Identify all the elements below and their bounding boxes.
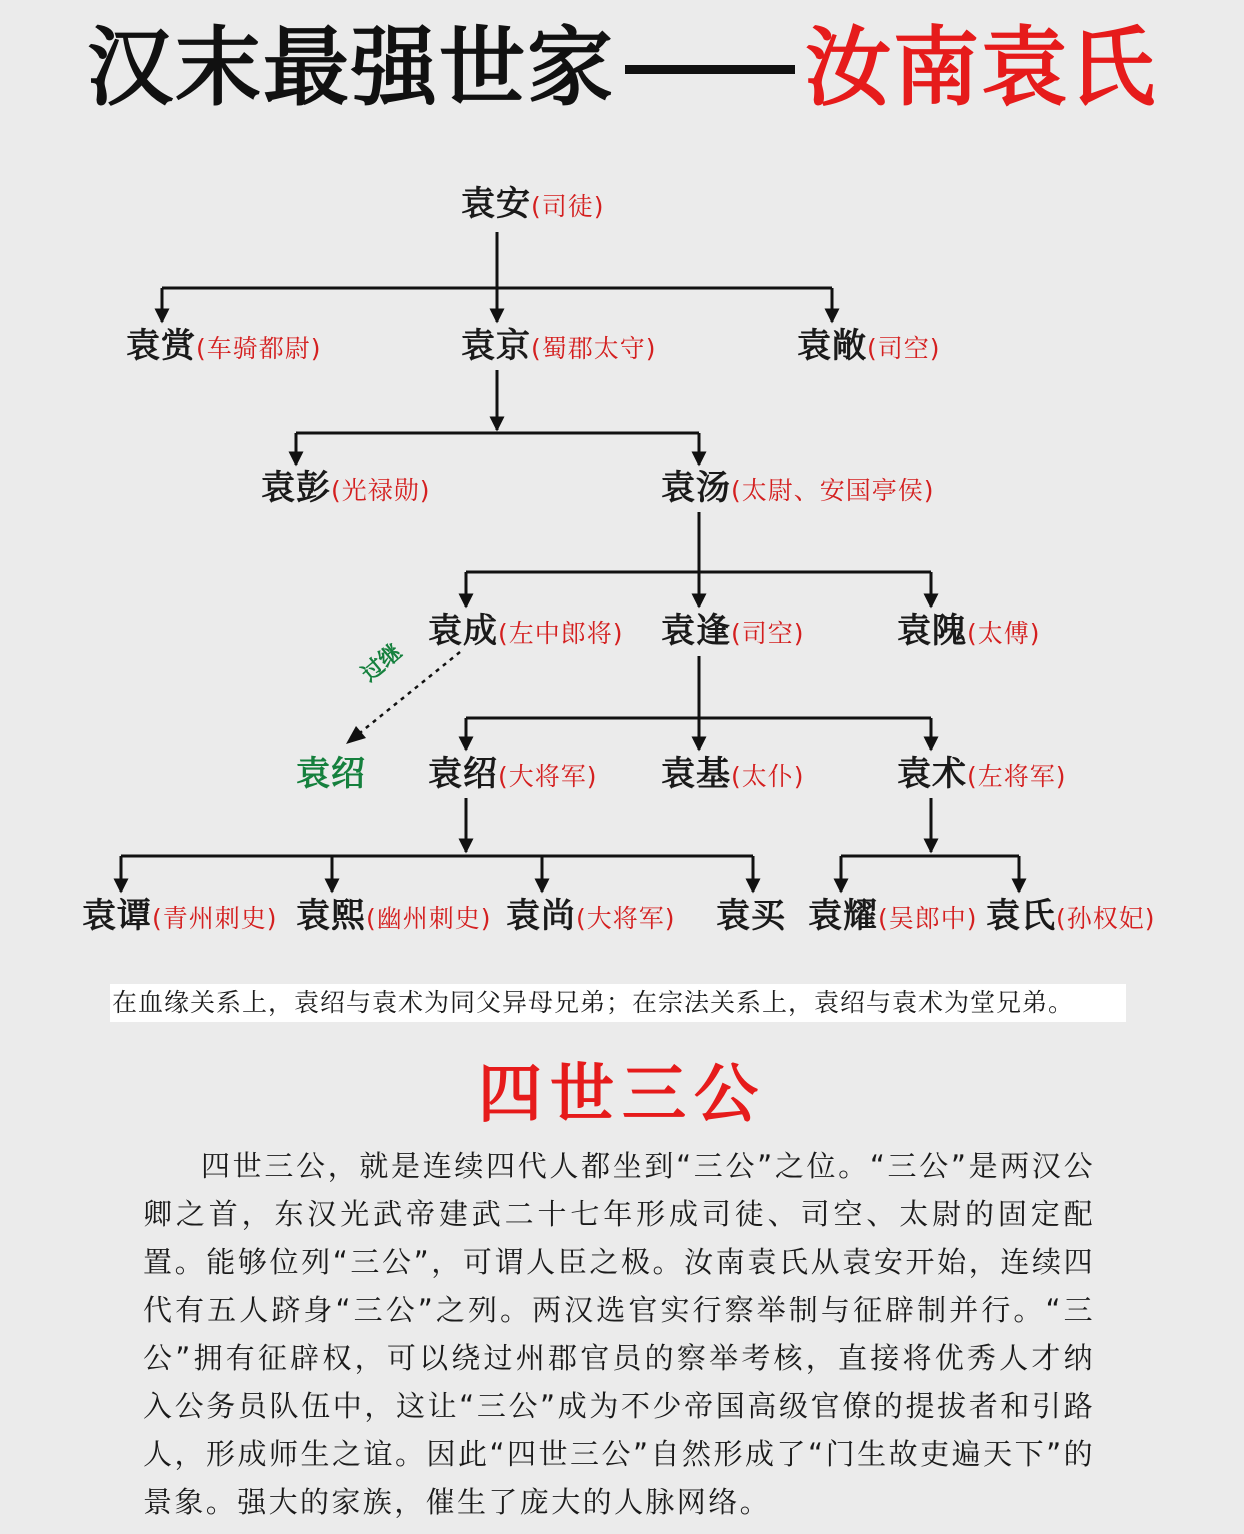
node-yuan-xi: [296, 896, 492, 936]
node-yuan-shi: [986, 896, 1156, 936]
node-yuan-cheng: [428, 611, 624, 651]
node-title: (青州刺史): [152, 904, 278, 933]
node-name: 袁买: [716, 896, 786, 936]
node-name: 袁耀: [808, 896, 878, 936]
node-yuan-shang: [506, 896, 676, 936]
node-title: (司空): [731, 619, 805, 648]
title-clan: 汝南袁氏: [805, 18, 1157, 118]
node-title: (司空): [867, 334, 941, 363]
node-title: (太仆): [731, 762, 805, 791]
node-name: 袁基: [661, 754, 731, 794]
node-title: (孙权妃): [1056, 904, 1156, 933]
node-yuan-shao: [428, 754, 598, 794]
node-name: 袁彭: [261, 468, 331, 508]
node-title: (幽州刺史): [366, 904, 492, 933]
node-name: 袁术: [897, 754, 967, 794]
node-name: 袁尚: [506, 896, 576, 936]
node-name: 袁逢: [661, 611, 731, 651]
node-title: (吴郎中): [878, 904, 978, 933]
node-name: 袁绍: [296, 754, 366, 794]
node-yuan-shao-adopted: [296, 754, 366, 794]
node-name: 袁敞: [797, 326, 867, 366]
node-title: (太傅): [967, 619, 1041, 648]
title-main: 汉末最强世家: [87, 18, 615, 118]
node-yuan-peng: [261, 468, 431, 508]
node-title: (太尉、安国亭侯): [731, 476, 935, 505]
paragraph-text: 四世三公，就是连续四代人都坐到“三公”之位。“三公”是两汉公卿之首，东汉光武帝建武二十七年形成司徒、司空、太尉的固定配置。能够位列“三公”，可谓人臣之极。汝南袁氏从袁安开始，连续四代有五人跻身“三公”之列。两汉选官实行察举制与征辟制并行。“三公”拥有征辟权，可以绕过州郡官员的察举考核，直接将优秀人才纳入公务员队伍中，这让“三公”成为不少帝国高级官僚的提拔者和引路人，形成师生之谊。因此“四世三公”自然形成了“门生故吏遍天下”的景象。强大的家族，催生了庞大的人脉网络。: [143, 1149, 1095, 1519]
node-yuan-wei: [897, 611, 1041, 651]
relationship-note: 在血缘关系上，袁绍与袁术为同父异母兄弟；在宗法关系上，袁绍与袁术为堂兄弟。: [110, 984, 1126, 1022]
section-paragraph: [143, 1142, 1095, 1526]
node-yuan-mai: [716, 896, 786, 936]
node-title: (左中郎将): [498, 619, 624, 648]
adoption-label: 过继: [357, 639, 408, 687]
node-name: 袁成: [428, 611, 498, 651]
node-title: (大将军): [498, 762, 598, 791]
node-title: (左将军): [967, 762, 1067, 791]
node-title: (蜀郡太守): [531, 334, 657, 363]
node-yuan-an: [461, 184, 605, 224]
node-name: 袁赏: [126, 326, 196, 366]
node-name: 袁京: [461, 326, 531, 366]
node-title: (大将军): [576, 904, 676, 933]
node-title: (车骑都尉): [196, 334, 322, 363]
node-name: 袁氏: [986, 896, 1056, 936]
node-yuan-yao: [808, 896, 978, 936]
node-yuan-feng: [661, 611, 805, 651]
node-yuan-tang: [661, 468, 935, 508]
node-name: 袁绍: [428, 754, 498, 794]
node-name: 袁隗: [897, 611, 967, 651]
node-title: (光禄勋): [331, 476, 431, 505]
node-yuan-jing: [461, 326, 657, 366]
node-yuan-chang: [797, 326, 941, 366]
node-title: (司徒): [531, 192, 605, 221]
node-yuan-ji: [661, 754, 805, 794]
section-heading: 四世三公: [478, 1058, 766, 1132]
node-yuan-shu: [897, 754, 1067, 794]
node-name: 袁谭: [82, 896, 152, 936]
node-yuan-tan: [82, 896, 278, 936]
node-name: 袁安: [461, 184, 531, 224]
node-yuan-shang-gen2: [126, 326, 322, 366]
node-name: 袁熙: [296, 896, 366, 936]
node-name: 袁汤: [661, 468, 731, 508]
